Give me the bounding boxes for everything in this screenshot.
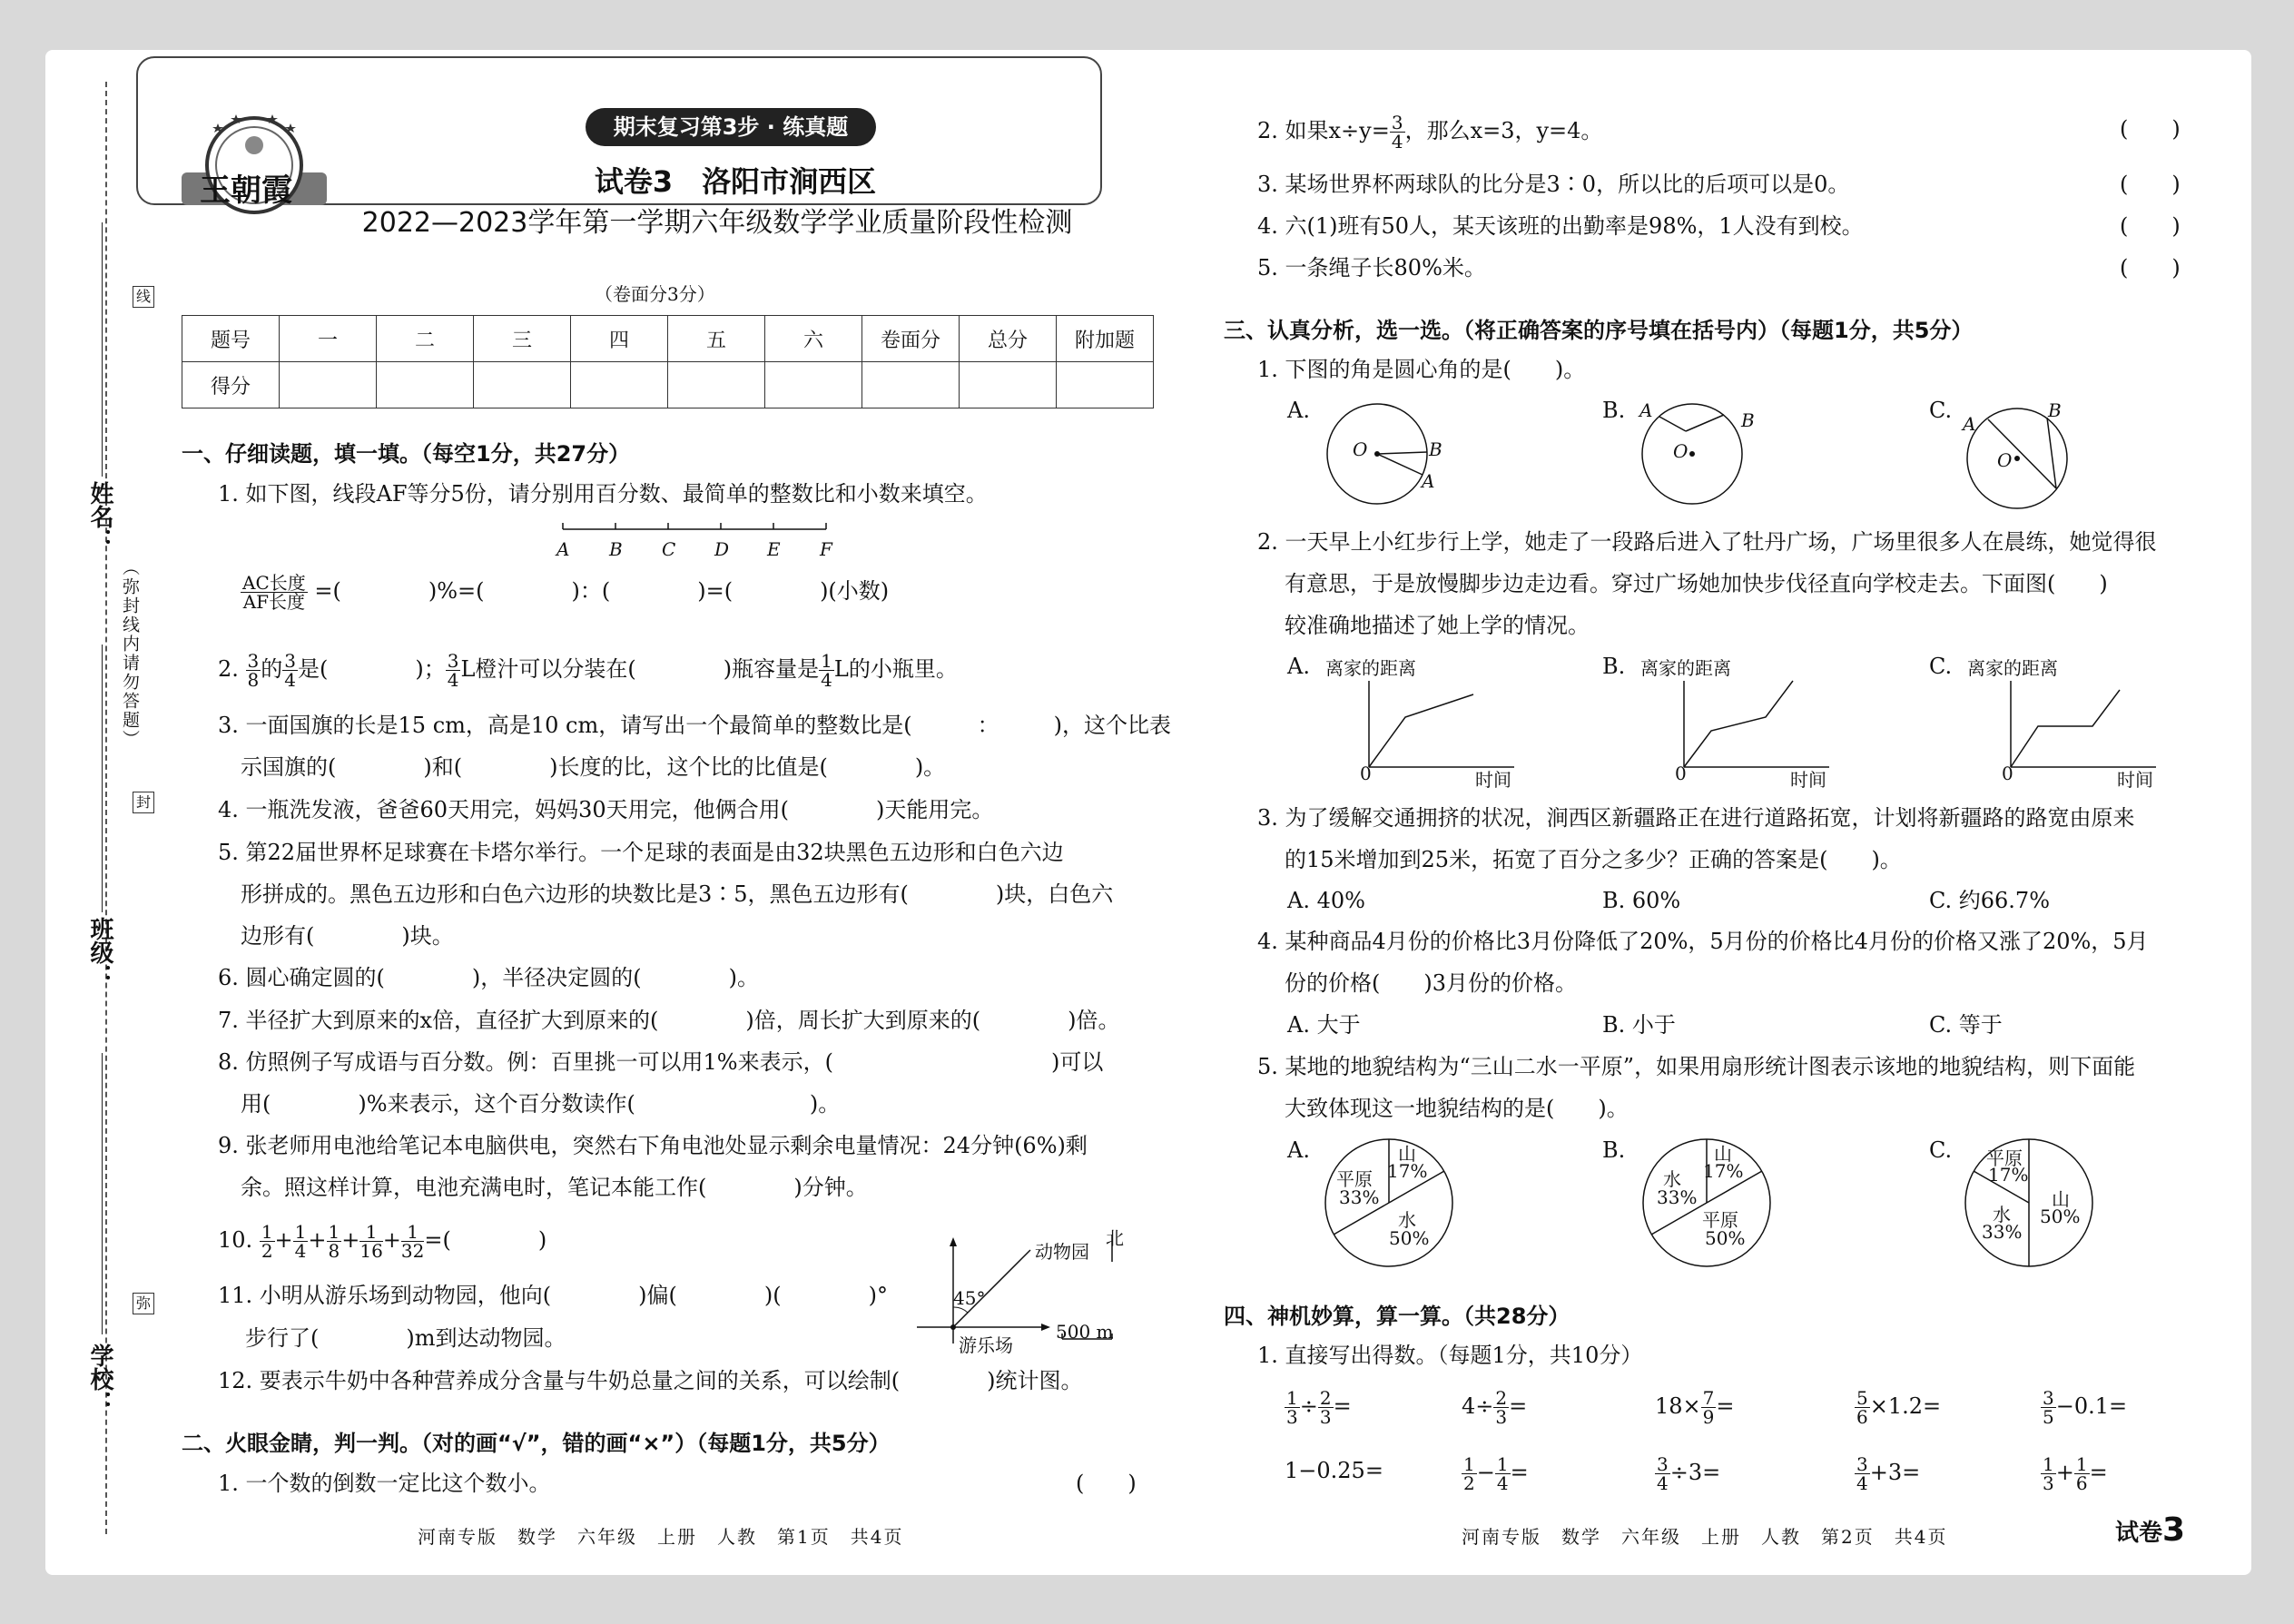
brand-logo-text: 王朝霞	[200, 172, 292, 209]
s1-q7: 7. 半径扩大到原来的x倍，直径扩大到原来的( )倍，周长扩大到原来的( )倍。	[218, 1008, 1120, 1033]
s3-q1-opt-a[interactable]: A.	[1287, 398, 1310, 423]
s2-q2: 2. 如果x÷y= $\frac{3}{4}$ ，那么x=3，y=4。	[1257, 112, 1603, 153]
circle-a-O: O	[1353, 438, 1368, 460]
segment-af-figure	[554, 520, 835, 560]
s3-q3a: 3. 为了缓解交通拥挤的状况，涧西区新疆路正在进行道路拓宽，计划将新疆路的路宽由原来	[1257, 805, 2135, 831]
graph-c-ylabel: 离家的距离	[1967, 657, 2058, 679]
score-header-cell: 总分	[960, 316, 1057, 362]
pie-a-label: 平原	[1336, 1168, 1373, 1190]
score-table-score-row	[182, 362, 1154, 408]
s1-q5b: 形拼成的。黑色五边形和白色六边形的块数比是3∶5，黑色五边形有( )块，白色六	[241, 881, 1114, 907]
north-label: 北	[1106, 1227, 1124, 1249]
calc-item: $\frac{5}{6}$ ×1.2=	[1856, 1387, 1942, 1428]
s3-q5-opt-c[interactable]: C.	[1929, 1137, 1953, 1163]
score-header-cell: 题号	[182, 316, 280, 362]
score-header-cell: 四	[571, 316, 668, 362]
scale-label: 500 m	[1056, 1321, 1114, 1343]
paper-number-mark: 试卷3	[2115, 1511, 2186, 1549]
score-header-cell: 卷面分	[862, 316, 960, 362]
pie-c-pct: 33%	[1982, 1221, 2023, 1243]
s1-q4: 4. 一瓶洗发液，爸爸60天用完，妈妈30天用完，他俩合用( )天能用完。	[218, 797, 994, 822]
graph-a-xlabel: 时间	[1475, 769, 1511, 791]
line-mark: 线	[133, 286, 154, 308]
score-cell[interactable]	[474, 362, 571, 408]
calc-item: $\frac{1}{2}$ − $\frac{1}{4}$ =	[1463, 1453, 1529, 1494]
pie-a-pct: 50%	[1389, 1227, 1430, 1249]
pie-c-label: 山	[2052, 1188, 2070, 1210]
s2-q4: 4. 六(1)班有50人，某天该班的出勤率是98%，1人没有到校。	[1257, 213, 1864, 239]
seal-mark: 封	[133, 792, 154, 813]
s3-q3-opt-c[interactable]: C. 约66.7%	[1929, 888, 2051, 913]
score-cell[interactable]	[1057, 362, 1154, 408]
score-header-cell: 一	[280, 316, 377, 362]
section1-title: 一、仔细读题，填一填。（每空1分，共27分）	[182, 441, 631, 467]
s3-q2-opt-a[interactable]: A.	[1287, 654, 1310, 679]
pie-a-label: 山	[1398, 1143, 1416, 1165]
circle-b-A: A	[1639, 399, 1653, 421]
graph-c-xlabel: 时间	[2117, 769, 2153, 791]
score-header-cell: 附加题	[1057, 316, 1154, 362]
calc-item: $\frac{1}{3}$ + $\frac{1}{6}$ =	[2043, 1453, 2108, 1494]
s1-q12: 12. 要表示牛奶中各种营养成分含量与牛奶总量之间的关系，可以绘制( )统计图。	[218, 1368, 1083, 1393]
pie-c-label: 水	[1993, 1204, 2011, 1225]
score-cell[interactable]	[280, 362, 377, 408]
score-table-header-row	[182, 316, 1154, 362]
circle-figure-a	[1321, 395, 1439, 513]
graph-a-ylabel: 离家的距离	[1325, 657, 1416, 679]
s3-q5b: 大致体现这一地貌结构的是( )。	[1285, 1096, 1629, 1121]
score-header-cell: 二	[377, 316, 474, 362]
pie-b-label: 平原	[1702, 1209, 1738, 1231]
graph-c-zero: 0	[2002, 763, 2013, 784]
s1-q1: 1. 如下图，线段AF等分5份，请分别用百分数、最简单的整数比和小数来填空。	[218, 481, 988, 507]
s1-q9b: 余。照这样计算，电池充满电时，笔记本能工作( )分钟。	[241, 1175, 868, 1200]
calc-item: 18× $\frac{7}{9}$ =	[1655, 1387, 1735, 1428]
score-cell[interactable]	[960, 362, 1057, 408]
section2-title: 二、火眼金睛，判一判。（对的画“√”，错的画“×”）（每题1分，共5分）	[182, 1431, 891, 1456]
s2-q3-answer[interactable]: ( )	[2120, 172, 2181, 197]
score-header-cell: 五	[668, 316, 765, 362]
circle-c-O: O	[1997, 449, 2013, 471]
s3-q5-opt-a[interactable]: A.	[1287, 1137, 1310, 1163]
s1-q5a: 5. 第22届世界杯足球赛在卡塔尔举行。一个足球的表面是由32块黑色五边形和白色六边	[218, 840, 1064, 865]
section4-title: 四、神机妙算，算一算。（共28分）	[1224, 1304, 1570, 1329]
circle-a-A: A	[1422, 470, 1435, 492]
circle-b-B: B	[1741, 409, 1755, 431]
s3-q2b: 有意思，于是放慢脚步边走边看。穿过广场她加快步伐径直向学校走去。下面图( )	[1285, 571, 2108, 596]
score-cell[interactable]	[668, 362, 765, 408]
s3-q5-opt-b[interactable]: B.	[1602, 1137, 1626, 1163]
school-field[interactable]	[102, 1053, 103, 1334]
circle-c-B: B	[2048, 399, 2062, 421]
pie-c-label: 平原	[1986, 1147, 2023, 1169]
s3-q2-opt-c[interactable]: C.	[1929, 654, 1953, 679]
pie-b-label: 山	[1714, 1143, 1732, 1165]
pie-b-pct: 50%	[1705, 1227, 1746, 1249]
pie-b-pct: 17%	[1703, 1160, 1744, 1182]
segment-label: B	[609, 538, 623, 560]
pie-chart-c	[1961, 1135, 2097, 1271]
s3-q1: 1. 下图的角是圆心角的是( )。	[1257, 357, 1586, 382]
s2-q1: 1. 一个数的倒数一定比这个数小。	[218, 1471, 551, 1496]
segment-label: D	[714, 538, 730, 560]
review-badge: 期末复习第3步 · 练真题	[586, 108, 876, 146]
score-header-cell: 六	[765, 316, 862, 362]
pie-a-label: 水	[1398, 1209, 1416, 1231]
graph-b-xlabel: 时间	[1790, 769, 1826, 791]
score-header-cell: 三	[474, 316, 571, 362]
school-label: 学校：	[86, 1343, 113, 1414]
s2-q4-answer[interactable]: ( )	[2120, 213, 2181, 239]
circle-c-A: A	[1963, 413, 1976, 435]
s3-q1-opt-b[interactable]: B.	[1602, 398, 1626, 423]
zoo-label: 动物园	[1035, 1241, 1089, 1263]
s1-q6: 6. 圆心确定圆的( )，半径决定圆的( )。	[218, 965, 759, 990]
s1-q3a: 3. 一面国旗的长是15 cm，高是10 cm，请写出一个最简单的整数比是( ： )，这个比表	[218, 713, 1171, 738]
pie-b-label: 水	[1663, 1168, 1681, 1190]
s3-q2a: 2. 一天早上小红步行上学，她走了一段路后进入了牡丹广场，广场里很多人在晨练，她觉得很	[1257, 529, 2157, 555]
score-row-label: 得分	[182, 362, 280, 408]
s1-q5c: 边形有( )块。	[241, 923, 454, 949]
calc-item: 1−0.25=	[1285, 1458, 1383, 1483]
score-cell[interactable]	[765, 362, 862, 408]
angle-label: 45°	[953, 1287, 986, 1309]
name-field[interactable]	[102, 222, 103, 477]
exam-title: 试卷3 洛阳市涧西区	[594, 164, 877, 199]
segment-label: E	[767, 538, 781, 560]
pie-c-pct: 50%	[2040, 1206, 2081, 1227]
s3-q2-opt-b[interactable]: B.	[1602, 654, 1626, 679]
s1-q2: 2. $\frac{3}{8}$ 的 $\frac{3}{4}$ 是( )； $\frac{3}{4}$ L橙汁可以分装在( )瓶容量是 $\frac{1}{4}$ L的小瓶里。	[218, 650, 958, 691]
circle-a-B: B	[1429, 438, 1442, 460]
park-label: 游乐场	[959, 1334, 1013, 1356]
s2-q3: 3. 某场世界杯两球队的比分是3∶0，所以比的后项可以是0。	[1257, 172, 1850, 197]
s3-q3-opt-a[interactable]: A. 40%	[1287, 888, 1365, 913]
calc-item: $\frac{3}{4}$ +3=	[1856, 1453, 1921, 1494]
footer-right: 河南专版 数学 六年级 上册 人教 第2页 共4页	[1462, 1526, 1948, 1548]
s3-q3b: 的15米增加到25米，拓宽了百分之多少？正确的答案是( )。	[1285, 847, 1902, 872]
paper-score-note: （卷面分3分）	[595, 283, 715, 305]
segment-label: F	[820, 538, 832, 560]
graph-a-zero: 0	[1360, 763, 1372, 784]
score-table	[182, 315, 1154, 408]
pie-b-pct: 33%	[1657, 1186, 1698, 1208]
s1-q8b: 用( )%来表示，这个百分数读作( )。	[241, 1091, 841, 1117]
s1-q11b: 步行了( )m到达动物园。	[245, 1325, 566, 1351]
calc-item: 4÷ $\frac{2}{3}$ =	[1462, 1387, 1528, 1428]
s1-q1-expression: $\frac{\text{AC长度}}{\text{AF长度}}$ =( )%=( )：( )=( )(小数)	[242, 572, 890, 613]
s4-q1: 1. 直接写出得数。（每题1分，共10分）	[1257, 1343, 1643, 1368]
calc-item: $\frac{3}{4}$ ÷3=	[1657, 1453, 1721, 1494]
s1-q10: 10. $\frac{1}{2}$ + $\frac{1}{4}$ + $\frac{1}{8}$ + $\frac{1}{16}$ + $\frac{1}{32}$ =( )	[218, 1221, 547, 1262]
binding-line	[105, 82, 107, 1534]
pie-a-pct: 33%	[1339, 1186, 1380, 1208]
exam-subtitle: 2022—2023学年第一学期六年级数学学业质量阶段性检测	[361, 207, 1073, 239]
graph-b-zero: 0	[1675, 763, 1687, 784]
score-cell[interactable]	[571, 362, 668, 408]
s1-q9a: 9. 张老师用电池给笔记本电脑供电，突然右下角电池处显示剩余电量情况：24分钟(6%)剩	[218, 1133, 1088, 1158]
section3-title: 三、认真分析，选一选。（将正确答案的序号填在括号内）（每题1分，共5分）	[1224, 318, 1974, 343]
segment-label: A	[556, 538, 570, 560]
circle-b-O: O	[1673, 440, 1689, 462]
s2-q1-answer[interactable]: ( )	[1076, 1471, 1137, 1496]
score-cell[interactable]	[377, 362, 474, 408]
footer-left: 河南专版 数学 六年级 上册 人教 第1页 共4页	[418, 1526, 904, 1548]
segment-label: C	[662, 538, 676, 560]
s2-q2-answer[interactable]: ( )	[2120, 116, 2181, 142]
pie-c-pct: 17%	[1988, 1164, 2029, 1186]
s3-q4-opt-a[interactable]: A. 大于	[1287, 1012, 1361, 1038]
calc-item: $\frac{3}{5}$ −0.1=	[2043, 1387, 2128, 1428]
s1-q11a: 11. 小明从游乐场到动物园，他向( )偏( )( )°	[218, 1283, 888, 1308]
calc-item: $\frac{1}{3}$ ÷ $\frac{2}{3}$ =	[1286, 1387, 1352, 1428]
pie-a-pct: 17%	[1387, 1160, 1428, 1182]
ratio-fraction: $\frac{\text{AC长度}}{\text{AF长度}}$	[242, 572, 306, 613]
s3-q4-opt-c[interactable]: C. 等于	[1929, 1012, 2003, 1038]
s3-q4b: 份的价格( )3月份的价格。	[1285, 970, 1577, 996]
class-label: 班级：	[86, 917, 113, 988]
secret-mark: 弥	[133, 1293, 154, 1314]
graph-b-ylabel: 离家的距离	[1640, 657, 1731, 679]
score-cell[interactable]	[862, 362, 960, 408]
name-label: 姓名：	[86, 481, 113, 552]
s3-q3-opt-b[interactable]: B. 60%	[1602, 888, 1681, 913]
circle-figure-b	[1636, 395, 1754, 513]
s2-q5-answer[interactable]: ( )	[2120, 255, 2181, 281]
class-field[interactable]	[102, 645, 103, 912]
s2-q5: 5. 一条绳子长80%米。	[1257, 255, 1486, 281]
s3-q1-opt-c[interactable]: C.	[1929, 398, 1953, 423]
s3-q4-opt-b[interactable]: B. 小于	[1602, 1012, 1676, 1038]
s1-q3b: 示国旗的( )和( )长度的比，这个比的比值是( )。	[241, 754, 946, 780]
s3-q2c: 较准确地描述了她上学的情况。	[1285, 613, 1590, 638]
s1-q8a: 8. 仿照例子写成语与百分数。例：百里挑一可以用1%来表示，( )可以	[218, 1049, 1104, 1075]
binding-note: （弥封线内请勿答题）	[120, 558, 140, 749]
s3-q5a: 5. 某地的地貌结构为“三山二水一平原”，如果用扇形统计图表示该地的地貌结构，则下面能	[1257, 1054, 2136, 1079]
s3-q4a: 4. 某种商品4月份的价格比3月份降低了20%，5月份的价格比4月份的价格又涨了20%，5月	[1257, 929, 2149, 954]
